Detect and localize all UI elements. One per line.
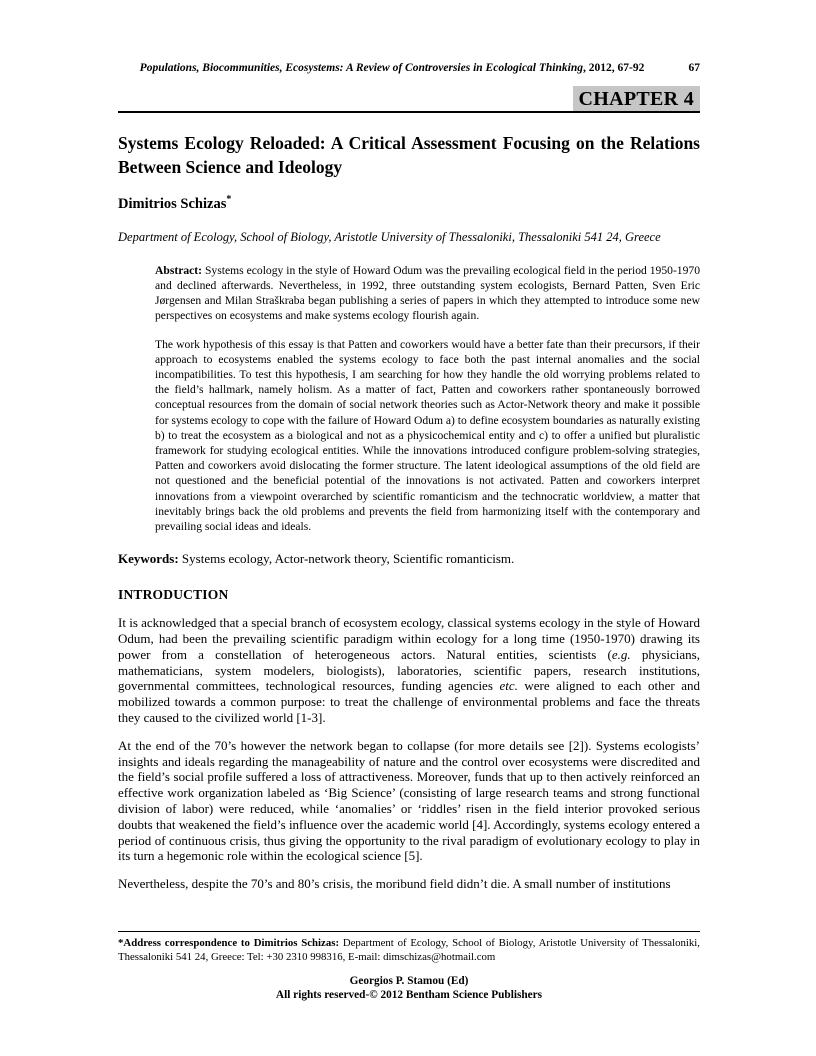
italic-abbreviation: etc.: [499, 678, 518, 694]
running-head: [118, 62, 700, 74]
intro-paragraph-1: [118, 615, 700, 726]
article-title: Systems Ecology Reloaded: A Critical Assessment Focusing on the Relations Between Science and Ideology: [118, 133, 700, 177]
introduction-body: [118, 615, 700, 892]
intro-paragraph-3: Nevertheless, despite the 70’s and 80’s crisis, the moribund field didn’t die. A small number of institutions: [118, 876, 671, 892]
running-title-suffix: , 2012, 67-92: [582, 62, 645, 74]
correspondence-footnote: [118, 931, 700, 964]
running-title-journal: Populations, Biocommunities, Ecosystems: A Review of Controversies in Ecological Thinking: [139, 62, 583, 74]
rights-line: All rights reserved-© 2012 Bentham Science Publishers: [275, 989, 543, 1001]
text-segment: physicians, mathematicians, system modelers, biologists), laboratories, scientific papers, research institutions, governmental committees, technological resources, funding agencies: [118, 646, 700, 694]
footnote-label: *Address correspondence to Dimitrios Schizas:: [118, 937, 340, 949]
author-name: Dimitrios Schizas: [118, 195, 227, 212]
text-segment: Systems ecology in the style of Howard Odum was the prevailing ecological field in the period 1950-1970 and declined afterwards. Nevertheless, in 1992, three outstanding system ecologists, Bernard Patten, Sven Eric Jørgensen and Milan Straškraba began publishing a series of papers in which they attempted to introduce some new perspectives on ecosystems and make systems ecology flourish again.: [155, 263, 700, 323]
keywords-line: [118, 551, 700, 567]
section-heading-introduction: INTRODUCTION: [118, 587, 229, 603]
text-segment: were aligned to each other and mobilized towards a common purpose: to treat the challenge of environmental problems and face the threats they caused to the civilized world [1-3].: [118, 678, 700, 726]
author-affiliation: Department of Ecology, School of Biology, Aristotle University of Thessaloniki, Thessaloniki 541 24, Greece: [118, 229, 661, 244]
page-bottom-block: [118, 931, 700, 1002]
author-line: [118, 194, 700, 213]
keywords-label: Keywords:: [118, 551, 179, 567]
abstract-paragraph-1: [155, 263, 700, 324]
chapter-banner-row: [118, 86, 700, 113]
italic-abbreviation: e.g.: [611, 646, 631, 662]
text-segment: It is acknowledged that a special branch of ecosystem ecology, classical systems ecology in the style of Howard Odum, had been the prevailing scientific paradigm within ecology for a long time (1950-1970) drawing its power from a constellation of heterogeneous actors. Natural entities, scientists (: [118, 615, 700, 662]
intro-paragraph-2: At the end of the 70’s however the network began to collapse (for more details see [2]). Systems ecologists’ insights and ideals regarding the manageability of nature and the control over ecosystems were discredited and the field’s social profile suffered a loss of attractiveness. Moreover, funds that up to then actively reinforced an effective work organization labeled as ‘Big Science’ (consisting of large research teams and strong functional division of labor) were reduced, while ‘anomalies’ or ‘riddles’ risen in the field interior provoked serious doubts that weakened the field’s influence over the academic world [4]. Accordingly, systems ecology entered a period of continuous crisis, thus giving the opportunity to the rival paradigm of evolutionary ecology to play in its turn a hegemonic role within the ecological science [5].: [118, 737, 700, 864]
keywords-text: Systems ecology, Actor-network theory, Scientific romanticism.: [178, 551, 515, 567]
abstract-label: Abstract:: [155, 263, 203, 277]
editor-line: Georgios P. Stamou (Ed): [349, 975, 469, 987]
running-title: [118, 62, 666, 74]
publisher-imprint: [118, 974, 700, 1002]
chapter-label: CHAPTER 4: [573, 86, 700, 111]
abstract-paragraph-2: The work hypothesis of this essay is that Patten and coworkers would have a better fate than their precursors, if their approach to ecosystems enabled the systems ecology to face both the past internal anomalies and the social incompatibilities. To test this hypothesis, I am searching for how they handle the old worrying problems related to the field’s hallmark, namely holism. As a matter of fact, Patten and coworkers rather spontaneously borrowed conceptual resources from the domain of social network theories such as Actor-Network theory and make it possible for systems ecology to cope with the failure of Howard Odum a) to define ecosystem boundaries as naturally existing b) to treat the ecosystem as a biological and not as a physicochemical entity and c) to offer a unified but pluralistic framework for studying ecological entities. While the innovations introduced configure problem-solving strategies, Patten and coworkers avoid dislocating the former structure. The latent ideological assumptions of the old field are not questioned and the beneficial potential of the innovations is not activated. Patten and coworkers interpret innovations from a viewpoint overarched by scientific romanticism and the technocratic worldview, a matter that inevitably brings back the old problems and prevents the field from harmonizing itself with the contemporary and prevailing social ideas and ideals.: [155, 337, 700, 534]
page-number: 67: [688, 62, 700, 74]
author-correspondence-mark: *: [226, 194, 232, 205]
footnote-text: Department of Ecology, School of Biology, Aristotle University of Thessaloniki, Thessaloniki 541 24, Greece: Tel: +30 2310 998316, E-mail: dimschizas@hotmail.com: [118, 937, 700, 963]
abstract-block: [155, 263, 700, 534]
